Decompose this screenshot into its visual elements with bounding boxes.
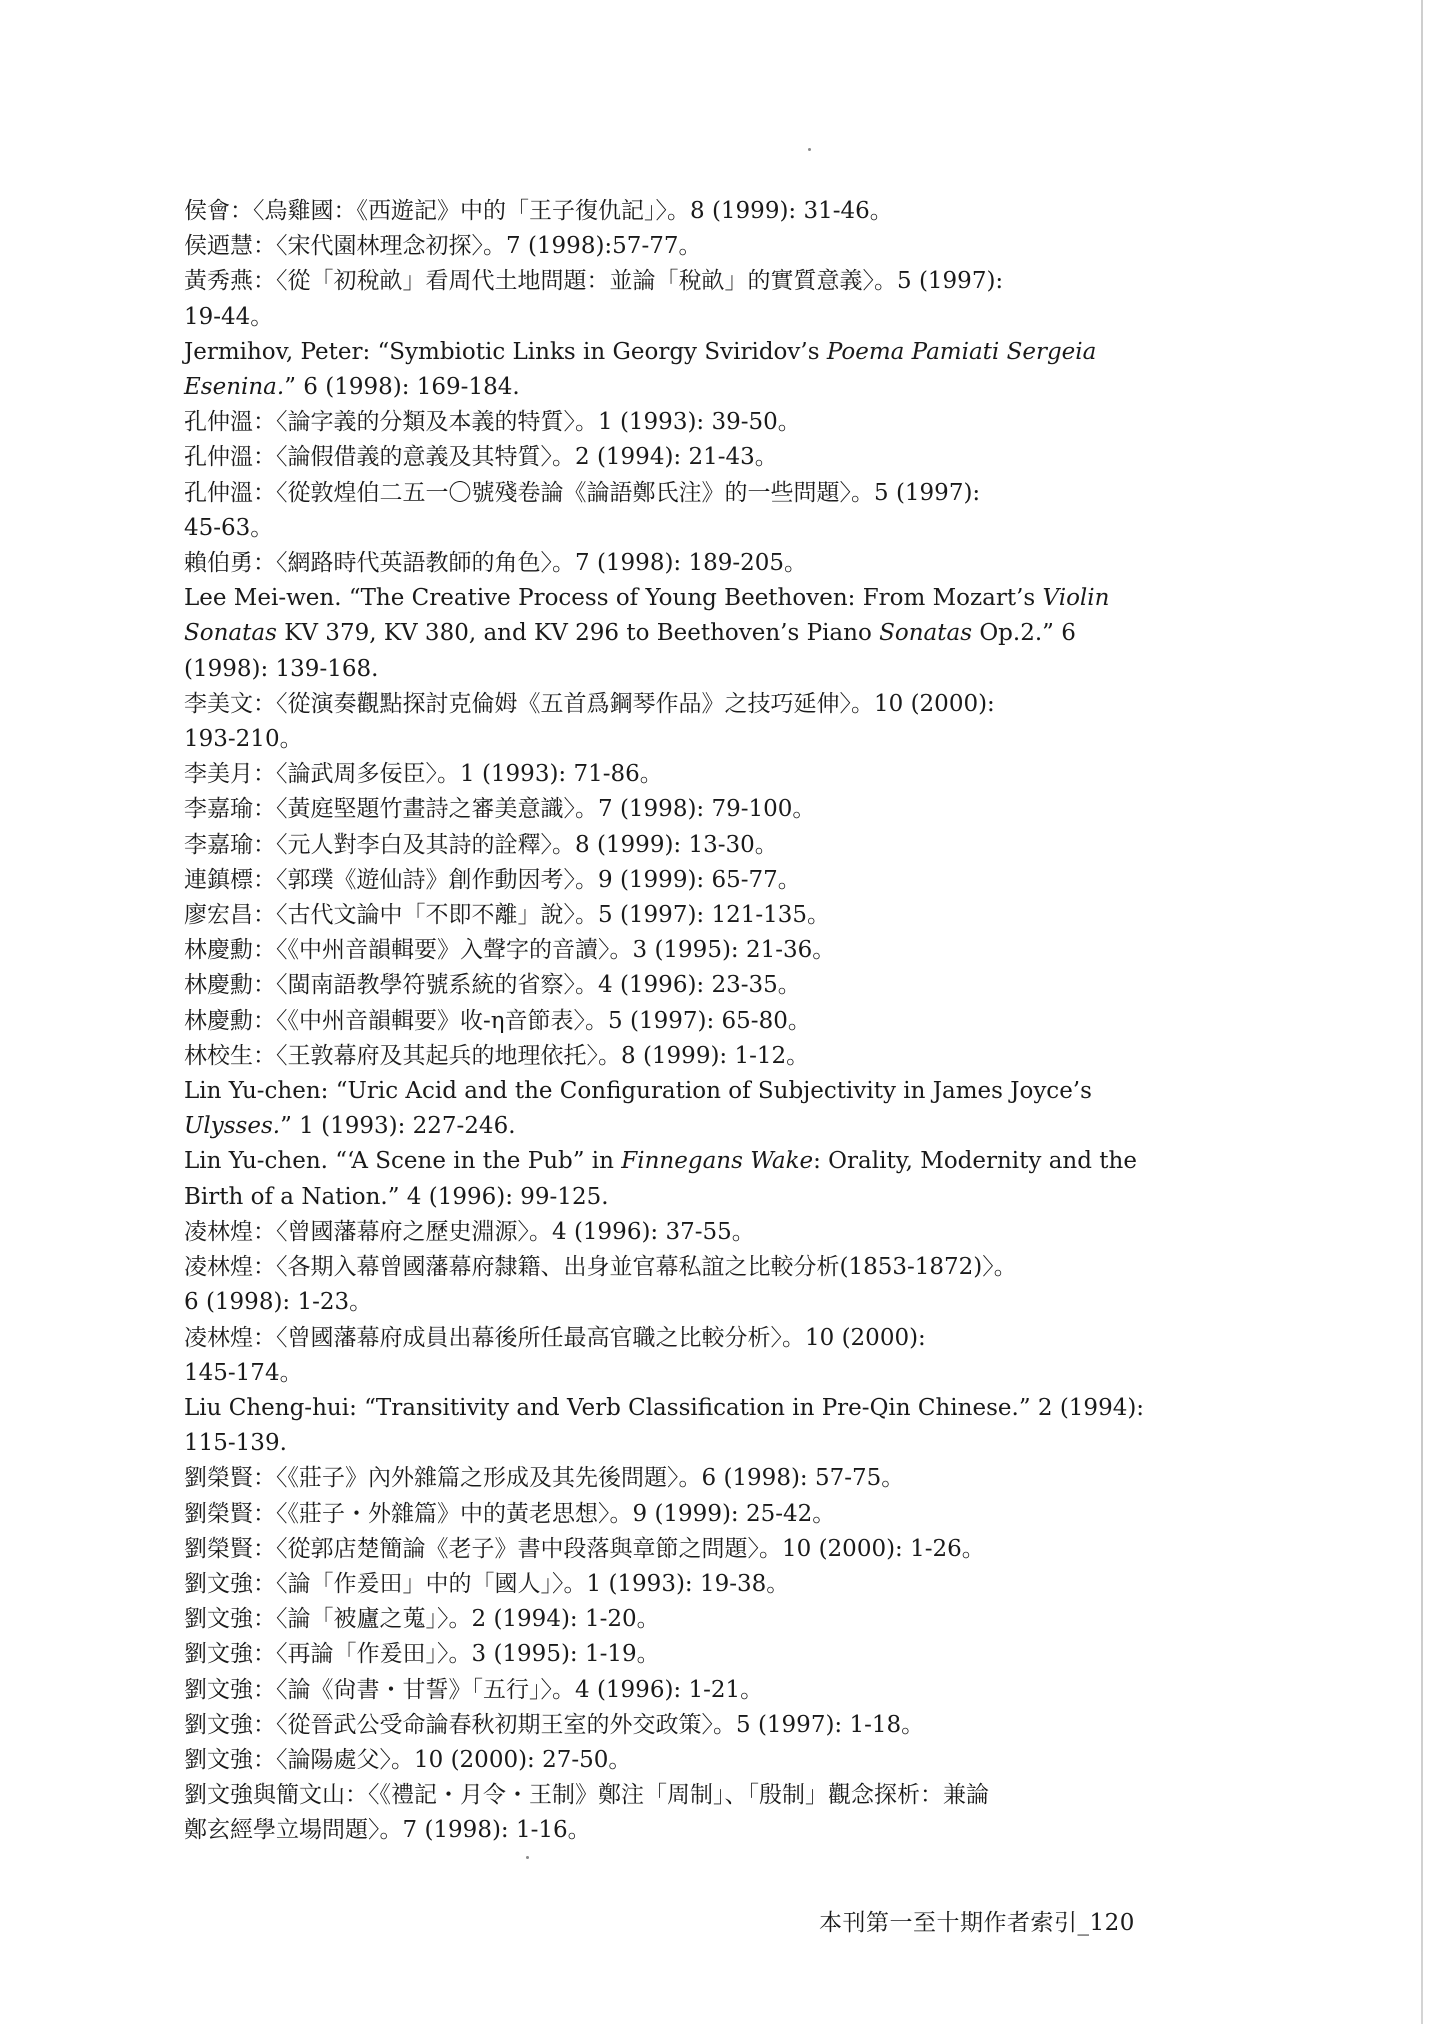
- index-entry-line: Lin Yu-chen. “‘A Scene in the Pub” in Finnegans Wake: Orality, Modernity and the: [184, 1148, 1137, 1175]
- index-entry-line: 凌林煌：〈曾國藩幕府成員出幕後所任最高官職之比較分析〉。10 (2000):: [184, 1324, 926, 1351]
- index-entry-line: Sonatas KV 379, KV 380, and KV 296 to Beethoven’s Piano Sonatas Op.2.” 6: [184, 620, 1076, 647]
- index-entry-line: 孔仲溫：〈從敦煌伯二五一〇號殘卷論《論語鄭氏注》的一些問題〉。5 (1997):: [184, 479, 981, 506]
- index-entry-line: 劉文強：〈再論「作爰田」〉。3 (1995): 1-19。: [184, 1641, 660, 1668]
- index-entry: [184, 863, 1184, 898]
- index-entry: [184, 264, 1184, 334]
- index-entry: [184, 1461, 1184, 1496]
- index-entry-line: 凌林煌：〈各期入幕曾國藩幕府隸籍、出身並官幕私誼之比較分析(1853-1872)〉。: [184, 1254, 1017, 1281]
- index-entry-line: 19-44。: [184, 303, 274, 330]
- index-entry: [184, 1532, 1184, 1567]
- index-entry-line: 劉文強：〈論陽處父〉。10 (2000): 27-50。: [184, 1746, 632, 1773]
- index-entry: [184, 1567, 1184, 1602]
- index-entry: [184, 1673, 1184, 1708]
- index-entry: [184, 1250, 1184, 1320]
- index-entry-line: 林慶勳：〈閩南語教學符號系統的省察〉。4 (1996): 23-35。: [184, 972, 801, 999]
- index-entry-line: 連鎮標：〈郭璞《遊仙詩》創作動因考〉。9 (1999): 65-77。: [184, 866, 801, 893]
- index-entry: [184, 1743, 1184, 1778]
- index-entry-line: 李嘉瑜：〈元人對李白及其詩的詮釋〉。8 (1999): 13-30。: [184, 831, 778, 858]
- index-entry-line: Lin Yu-chen: “Uric Acid and the Configuration of Subjectivity in James Joyce’s: [184, 1078, 1092, 1105]
- index-entry-line: 45-63。: [184, 514, 274, 541]
- index-entry-line: 侯迺慧：〈宋代園林理念初探〉。7 (1998):57-77。: [184, 233, 702, 260]
- italic-title: Poema Pamiati Sergeia: [826, 338, 1097, 365]
- index-entry-line: 劉榮賢：〈《莊子》內外雜篇之形成及其先後問題〉。6 (1998): 57-75。: [184, 1465, 905, 1492]
- index-entry-line: 孔仲溫：〈論假借義的意義及其特質〉。2 (1994): 21-43。: [184, 444, 778, 471]
- index-entry-line: Birth of a Nation.” 4 (1996): 99-125.: [184, 1183, 609, 1210]
- author-index-list: [184, 194, 1184, 1849]
- index-entry-line: 鄭玄經學立場問題〉。7 (1998): 1-16。: [184, 1817, 591, 1844]
- index-entry-line: 劉文強與簡文山：〈《禮記・月令・王制》鄭注「周制」、「殷制」觀念探析：兼論: [184, 1782, 989, 1809]
- scan-speck: [808, 148, 811, 151]
- scan-speck: [526, 1856, 529, 1859]
- index-entry-line: 林校生：〈王敦幕府及其起兵的地理依托〉。8 (1999): 1-12。: [184, 1042, 810, 1069]
- index-entry: [184, 828, 1184, 863]
- index-entry: [184, 476, 1184, 546]
- index-entry-line: 李嘉瑜：〈黃庭堅題竹畫詩之審美意識〉。7 (1998): 79-100。: [184, 796, 816, 823]
- index-entry: [184, 687, 1184, 757]
- index-entry: [184, 1708, 1184, 1743]
- index-entry: [184, 1637, 1184, 1672]
- index-entry-line: 115-139.: [184, 1430, 287, 1457]
- scan-edge-line: [1421, 0, 1423, 2024]
- index-entry-line: 孔仲溫：〈論字義的分類及本義的特質〉。1 (1993): 39-50。: [184, 409, 801, 436]
- index-entry-line: 6 (1998): 1-23。: [184, 1289, 373, 1316]
- index-entry-line: 李美月：〈論武周多佞臣〉。1 (1993): 71-86。: [184, 761, 663, 788]
- index-entry: [184, 1602, 1184, 1637]
- index-entry-line: 李美文：〈從演奏觀點探討克倫姆《五首爲鋼琴作品》之技巧延伸〉。10 (2000):: [184, 690, 995, 717]
- index-entry-line: 凌林煌：〈曾國藩幕府之歷史淵源〉。4 (1996): 37-55。: [184, 1218, 755, 1245]
- index-entry-line: 侯會：〈烏雞國：《西遊記》中的「王子復仇記」〉。8 (1999): 31-46。: [184, 198, 893, 224]
- index-entry-line: 林慶勳：〈《中州音韻輯要》收-η音節表〉。5 (1997): 65-80。: [184, 1007, 811, 1034]
- index-entry: [184, 194, 1184, 229]
- index-entry-line: 黃秀燕：〈從「初稅畝」看周代土地問題：並論「稅畝」的實質意義〉。5 (1997):: [184, 268, 1004, 295]
- index-entry-line: 劉文強：〈論「被廬之蒐」〉。2 (1994): 1-20。: [184, 1606, 660, 1633]
- index-entry-line: 145-174。: [184, 1359, 303, 1386]
- index-entry: [184, 229, 1184, 264]
- index-entry-line: Liu Cheng-hui: “Transitivity and Verb Classification in Pre-Qin Chinese.” 2 (1994):: [184, 1394, 1145, 1421]
- index-entry: [184, 792, 1184, 827]
- index-entry: [184, 581, 1184, 687]
- index-entry: [184, 1074, 1184, 1144]
- index-entry-line: 劉榮賢：〈從郭店楚簡論《老子》書中段落與章節之問題〉。10 (2000): 1-26。: [184, 1535, 985, 1562]
- index-entry-line: 劉文強：〈論「作爰田」中的「國人」〉。1 (1993): 19-38。: [184, 1570, 790, 1597]
- page-footer: 本刊第一至十期作者索引_120: [819, 1910, 1135, 1936]
- index-entry: [184, 1004, 1184, 1039]
- index-entry: [184, 1215, 1184, 1250]
- index-entry-line: 林慶勳：〈《中州音韻輯要》入聲字的音讀〉。3 (1995): 21-36。: [184, 937, 836, 964]
- index-entry: [184, 1039, 1184, 1074]
- index-entry-line: 賴伯勇：〈網路時代英語教師的角色〉。7 (1998): 189-205。: [184, 550, 808, 577]
- index-entry-line: 193-210。: [184, 726, 303, 753]
- index-entry-line: (1998): 139-168.: [184, 655, 379, 682]
- index-entry-line: Esenina.” 6 (1998): 169-184.: [184, 374, 520, 401]
- index-entry-line: Jermihov, Peter: “Symbiotic Links in Georgy Sviridov’s Poema Pamiati Sergeia: [184, 338, 1097, 365]
- index-entry-line: 廖宏昌：〈古代文論中「不即不離」說〉。5 (1997): 121-135。: [184, 902, 831, 929]
- index-entry: [184, 440, 1184, 475]
- index-entry: [184, 1391, 1184, 1461]
- index-entry: [184, 757, 1184, 792]
- index-entry: [184, 1778, 1184, 1848]
- index-entry: [184, 335, 1184, 405]
- index-entry: [184, 898, 1184, 933]
- index-entry: [184, 546, 1184, 581]
- index-entry: [184, 1321, 1184, 1391]
- index-entry: [184, 1497, 1184, 1532]
- index-entry: [184, 405, 1184, 440]
- index-entry-line: 劉榮賢：〈《莊子・外雜篇》中的黃老思想〉。9 (1999): 25-42。: [184, 1500, 836, 1527]
- index-entry-line: Ulysses.” 1 (1993): 227-246.: [184, 1113, 516, 1140]
- index-entry-line: 劉文強：〈從晉武公受命論春秋初期王室的外交政策〉。5 (1997): 1-18。: [184, 1711, 925, 1738]
- index-entry: [184, 1144, 1184, 1214]
- index-entry-line: 劉文強：〈論《尙書・甘誓》「五行」〉。4 (1996): 1-21。: [184, 1676, 764, 1703]
- index-entry: [184, 933, 1184, 968]
- index-entry: [184, 968, 1184, 1003]
- index-entry-line: Lee Mei-wen. “The Creative Process of Young Beethoven: From Mozart’s Violin: [184, 585, 1110, 612]
